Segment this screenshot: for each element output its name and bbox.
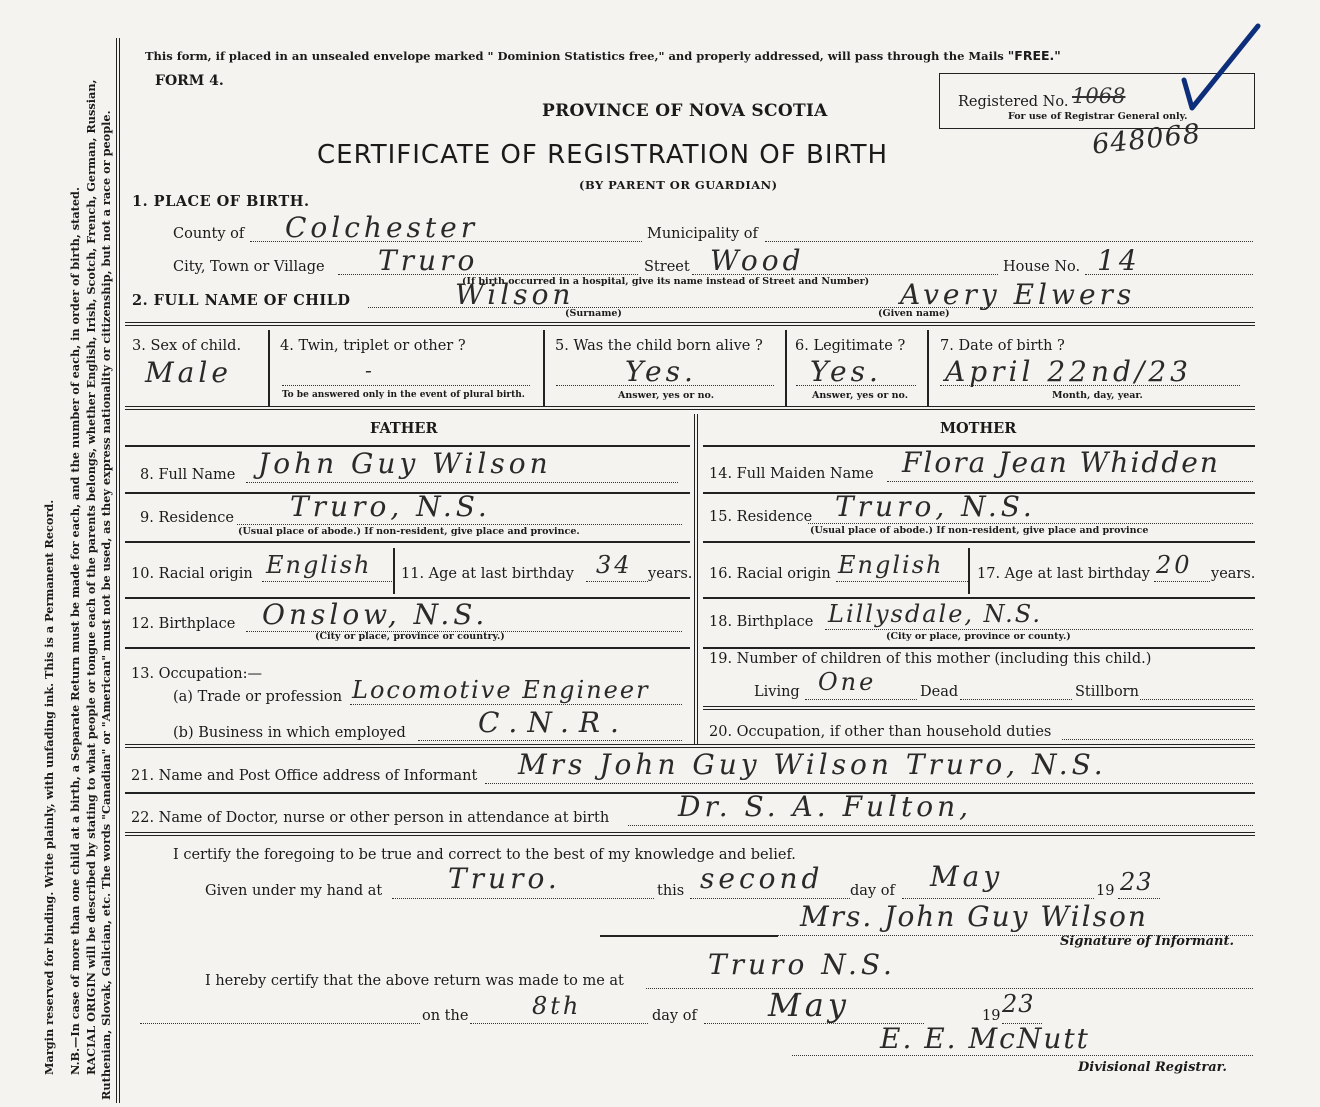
reg-year-prefix: 19: [982, 1008, 1001, 1024]
trade-label: (a) Trade or profession: [173, 689, 343, 705]
children-count-label: 19. Number of children of this mother (including this child.): [709, 651, 1152, 667]
divider: [268, 330, 270, 406]
mother-residence-value: Truro, N.S.: [835, 490, 1036, 523]
on-the-lead-line: [140, 1023, 420, 1024]
rule-after-child: [125, 322, 1255, 326]
this-label: this: [657, 883, 685, 899]
mother-residence-line: [808, 523, 1253, 524]
reg-day-value: 8th: [532, 992, 582, 1020]
twin-line: [282, 385, 530, 386]
divider: [393, 548, 395, 594]
informant-label: 21. Name and Post Office address of Informant: [131, 768, 478, 784]
margin-note-racial-origin-1: RACIAL ORIGIN will be described by stating to what people or tongue each of the parents belongs, whether English, Irish, Scotch, French, German, Russian,: [84, 79, 98, 1075]
given-under-label: Given under my hand at: [205, 883, 383, 899]
birth-date-value: April 22nd/23: [945, 355, 1192, 388]
mother-race-line: [836, 581, 968, 582]
sex-label: 3. Sex of child.: [132, 338, 242, 354]
certificate-subtitle: (BY PARENT OR GUARDIAN): [579, 178, 778, 192]
street-label: Street: [644, 259, 690, 275]
given-name-caption: (Given name): [878, 308, 950, 319]
rule: [703, 541, 1255, 543]
year-value: 23: [1120, 868, 1153, 896]
business-label: (b) Business in which employed: [173, 725, 406, 741]
given-place-value: Truro.: [448, 862, 561, 895]
year-prefix: 19: [1096, 883, 1115, 899]
day-value: second: [700, 862, 824, 895]
twin-label: 4. Twin, triplet or other ?: [280, 338, 466, 354]
mother-residence-caption: (Usual place of abode.) If non-resident, give place and province: [810, 525, 1149, 536]
return-place-value: Truro N.S.: [708, 948, 896, 981]
registrar-signature-line: [792, 1055, 1253, 1056]
reg-month-value: May: [768, 986, 850, 1024]
legitimate-label: 6. Legitimate ?: [795, 338, 906, 354]
mother-name-value: Flora Jean Whidden: [902, 446, 1220, 479]
alive-value: Yes.: [625, 355, 697, 388]
rule-after-doctor: [125, 832, 1255, 836]
form-number: FORM 4.: [155, 73, 224, 89]
mother-residence-label: 15. Residence: [709, 509, 813, 525]
margin-note-binding: Margin reserved for binding. Write plainly, with unfading ink. This is a Permanent Record.: [42, 499, 56, 1075]
certify-statement: I certify the foregoing to be true and correct to the best of my knowledge and belief.: [173, 847, 796, 863]
hospital-note: (If birth occurred in a hospital, give its name instead of Street and Number): [462, 276, 870, 287]
stillborn-line: [1140, 699, 1253, 700]
return-place-line: [646, 988, 1253, 989]
father-birthplace-caption: (City or place, province or country.): [315, 631, 505, 642]
legitimate-value: Yes.: [810, 355, 882, 388]
mother-occupation-line: [1062, 739, 1253, 740]
margin-note-racial-origin-2: Ruthenian, Slovak, Galician, etc. The words "Canadian" or "American" must not be used, as they express nationality or citizenship, but not a race or people.: [99, 110, 113, 1100]
mother-birthplace-caption: (City or place, province or county.): [886, 631, 1071, 642]
mother-race-label: 16. Racial origin: [709, 566, 831, 582]
child-surname-value: Wilson: [455, 278, 575, 311]
father-birthplace-value: Onslow, N.S.: [262, 598, 489, 631]
stillborn-label: Stillborn: [1075, 684, 1139, 700]
mother-race-value: English: [838, 551, 944, 579]
mother-occupation-label: 20. Occupation, if other than household duties: [709, 724, 1052, 740]
divider: [543, 330, 545, 406]
signature-caption: Signature of Informant.: [1060, 934, 1234, 949]
municipality-label: Municipality of: [647, 226, 758, 242]
registered-label: Registered No.: [958, 94, 1069, 110]
mail-note: This form, if placed in an unsealed envelope marked " Dominion Statistics free," and properly addressed, will pass through the Mails "FREE.": [145, 48, 1061, 63]
father-age-line: [586, 581, 648, 582]
legitimate-caption: Answer, yes or no.: [812, 390, 909, 401]
father-heading: FATHER: [370, 420, 438, 437]
living-line: [805, 699, 917, 700]
father-age-value: 34: [596, 551, 633, 579]
sex-value: Male: [145, 356, 232, 389]
alive-caption: Answer, yes or no.: [618, 390, 715, 401]
year-line: [1118, 898, 1160, 899]
dead-line: [960, 699, 1072, 700]
trade-line: [350, 704, 682, 705]
city-label: City, Town or Village: [173, 259, 325, 275]
province-heading: PROVINCE OF NOVA SCOTIA: [542, 101, 828, 121]
birth-date-label: 7. Date of birth ?: [940, 338, 1065, 354]
divider: [785, 330, 787, 406]
margin-note-multiple-births: N.B.—In case of more than one child at a birth, a Separate Return must be made for each, and the number of each, in order of birth, stated.: [68, 187, 82, 1075]
mother-birthplace-label: 18. Birthplace: [709, 614, 814, 630]
checkmark-icon: [1170, 20, 1265, 115]
house-label: House No.: [1003, 259, 1081, 275]
mother-age-label: 17. Age at last birthday: [977, 566, 1150, 582]
mother-birthplace-value: Lillysdale, N.S.: [828, 600, 1042, 628]
reg-year-value: 23: [1002, 990, 1035, 1018]
binding-margin: [0, 0, 120, 1107]
informant-value: Mrs John Guy Wilson Truro, N.S.: [518, 748, 1107, 781]
mother-name-label: 14. Full Maiden Name: [709, 466, 874, 482]
divider: [927, 330, 929, 406]
rule: [125, 647, 690, 649]
rule: [125, 541, 690, 543]
rule: [703, 597, 1255, 599]
father-residence-line: [237, 524, 682, 525]
doctor-value: Dr. S. A. Fulton,: [678, 790, 973, 823]
registrar-general-note: For use of Registrar General only.: [1008, 111, 1188, 122]
day-line: [690, 898, 850, 899]
rule-after-row3: [125, 406, 1255, 410]
living-label: Living: [754, 684, 800, 700]
doctor-label: 22. Name of Doctor, nurse or other person in attendance at birth: [131, 810, 610, 826]
father-race-label: 10. Racial origin: [131, 566, 253, 582]
alive-label: 5. Was the child born alive ?: [555, 338, 763, 354]
column-divider: [694, 414, 698, 744]
registered-value: 1068: [1072, 84, 1126, 108]
informant-line: [485, 783, 1253, 784]
business-line: [418, 740, 682, 741]
father-residence-value: Truro, N.S.: [290, 490, 491, 523]
living-value: One: [818, 668, 877, 696]
trade-value: Locomotive Engineer: [352, 676, 650, 704]
county-value: Colchester: [285, 211, 479, 244]
surname-caption: (Surname): [565, 308, 622, 319]
mother-birthplace-line: [825, 629, 1253, 630]
informant-signature: Mrs. John Guy Wilson: [800, 900, 1148, 933]
margin-rule: [116, 38, 120, 1103]
on-the-label: on the: [422, 1008, 469, 1024]
certificate-title: CERTIFICATE OF REGISTRATION OF BIRTH: [317, 140, 889, 170]
dead-label: Dead: [920, 684, 959, 700]
business-value: C.N.R.: [478, 706, 629, 739]
month-value: May: [930, 860, 1004, 893]
twin-caption: To be answered only in the event of plural birth.: [282, 390, 525, 400]
house-value: 14: [1097, 244, 1141, 277]
place-of-birth-heading: 1. PLACE OF BIRTH.: [132, 193, 310, 210]
father-name-value: John Guy Wilson: [258, 447, 552, 480]
reg-day-line: [470, 1023, 648, 1024]
father-birthplace-label: 12. Birthplace: [131, 616, 236, 632]
county-label: County of: [173, 226, 245, 242]
twin-value: -: [365, 358, 376, 382]
street-value: Wood: [710, 244, 805, 277]
child-given-value: Avery Elwers: [900, 278, 1136, 311]
mother-age-line: [1154, 581, 1210, 582]
reg-day-of-label: day of: [652, 1008, 697, 1024]
signature-underline: [600, 935, 778, 937]
father-residence-caption: (Usual place of abode.) If non-resident, give place and province.: [238, 526, 580, 537]
doctor-line: [628, 825, 1253, 826]
registrar-caption: Divisional Registrar.: [1078, 1060, 1227, 1075]
father-name-line: [246, 482, 678, 483]
mother-age-unit: years.: [1211, 566, 1256, 582]
birth-date-caption: Month, day, year.: [1052, 390, 1143, 401]
registrar-signature: E. E. McNutt: [880, 1022, 1090, 1055]
rule: [703, 706, 1255, 710]
mother-name-line: [887, 481, 1253, 482]
municipality-line: [765, 241, 1253, 242]
mother-age-value: 20: [1156, 551, 1193, 579]
month-line: [902, 898, 1094, 899]
mother-heading: MOTHER: [940, 420, 1017, 437]
father-name-label: 8. Full Name: [140, 467, 236, 483]
rule: [703, 647, 1255, 649]
divider: [968, 548, 970, 594]
given-place-line: [392, 898, 654, 899]
occupation-label: 13. Occupation:—: [131, 666, 262, 682]
city-value: Truro: [378, 244, 479, 277]
father-race-value: English: [266, 551, 372, 579]
day-of-label: day of: [850, 883, 895, 899]
father-age-unit: years.: [648, 566, 693, 582]
child-name-label: 2. FULL NAME OF CHILD: [132, 292, 351, 309]
father-residence-label: 9. Residence: [140, 510, 234, 526]
handwritten-registration-number: 648068: [1090, 118, 1203, 161]
return-label: I hereby certify that the above return was made to me at: [205, 973, 624, 989]
father-age-label: 11. Age at last birthday: [401, 566, 574, 582]
father-race-line: [262, 581, 394, 582]
